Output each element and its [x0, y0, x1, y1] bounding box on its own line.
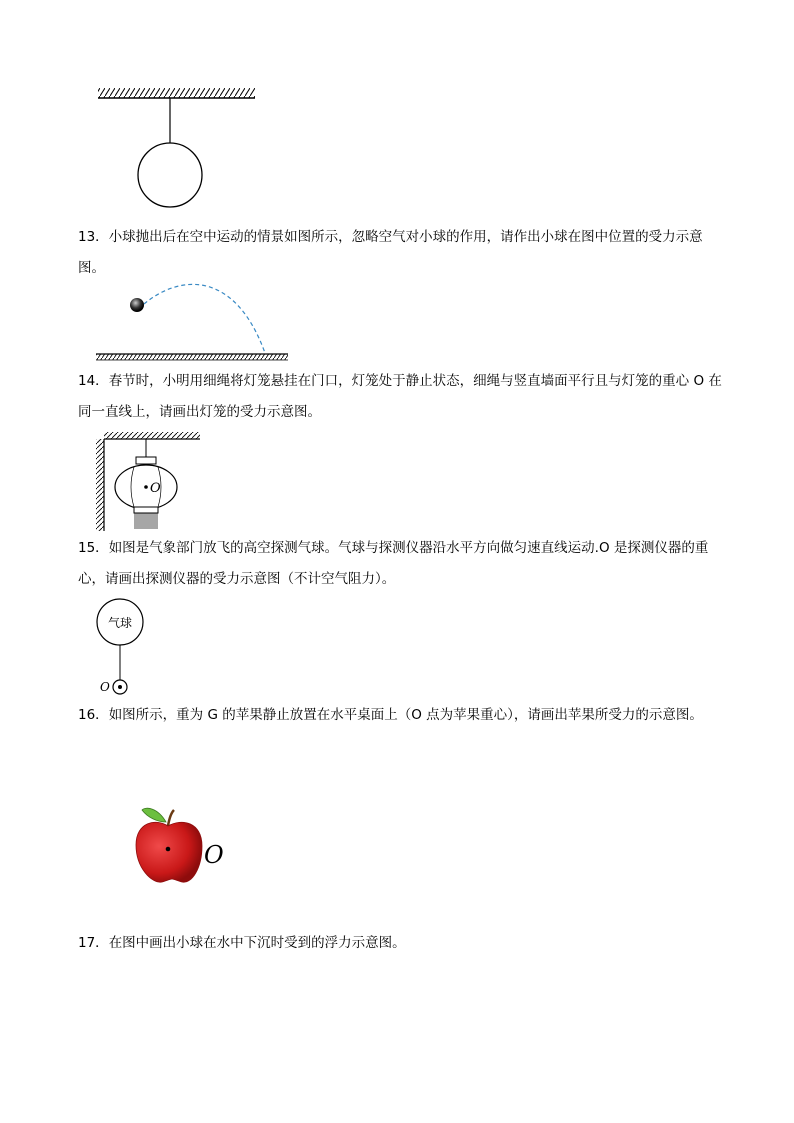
center-of-gravity-dot — [118, 685, 122, 689]
center-of-gravity-dot — [166, 847, 171, 852]
ground-hatch — [96, 354, 288, 360]
projectile-ball — [130, 298, 144, 312]
question-14 — [78, 366, 728, 428]
ceiling-hatch — [98, 88, 255, 98]
projectile-figure — [90, 280, 295, 365]
ceiling-hatch — [104, 432, 200, 439]
question-text: 如图是气象部门放飞的高空探测气球。气球与探测仪器沿水平方向做匀速直线运动.O 是探测仪器的重心，请画出探测仪器的受力示意图（不计空气阻力）。 — [78, 540, 709, 587]
question-text: 春节时，小明用细绳将灯笼悬挂在门口，灯笼处于静止状态，细绳与竖直墙面平行且与灯笼的重心 O 在同一直线上，请画出灯笼的受力示意图。 — [78, 373, 722, 420]
lantern-tassel — [135, 513, 157, 529]
lantern-figure — [92, 428, 212, 533]
balloon-figure — [92, 598, 152, 698]
question-number: 17． — [78, 935, 109, 951]
question-text: 小球抛出后在空中运动的情景如图所示，忽略空气对小球的作用，请作出小球在图中位置的受力示意图。 — [78, 229, 703, 276]
apple-o-label: O — [204, 841, 224, 869]
question-15 — [78, 533, 728, 595]
question-number: 16． — [78, 707, 109, 723]
question-number: 15． — [78, 540, 109, 556]
trajectory-curve — [144, 284, 265, 353]
hanging-ball — [138, 143, 202, 207]
lantern-cap — [136, 457, 156, 464]
question-number: 14． — [78, 373, 109, 389]
lantern-o-label: O — [150, 481, 161, 496]
balloon-label: 气球 — [107, 616, 133, 630]
hanging-ball-figure — [90, 80, 270, 215]
question-text: 如图所示，重为 G 的苹果静止放置在水平桌面上（O 点为苹果重心），请画出苹果所受力的示意图。 — [108, 707, 703, 723]
question-number: 13． — [78, 229, 109, 245]
question-17 — [78, 928, 728, 959]
apple-body — [136, 822, 202, 882]
lantern-bottom — [134, 507, 158, 513]
center-of-gravity-dot — [144, 485, 148, 489]
question-13 — [78, 222, 728, 284]
question-text: 在图中画出小球在水中下沉时受到的浮力示意图。 — [108, 935, 406, 951]
apple-figure — [128, 800, 238, 890]
wall-hatch — [96, 439, 104, 531]
apple-leaf — [142, 808, 166, 822]
instrument-o-label: O — [100, 680, 110, 694]
question-16 — [78, 700, 728, 731]
